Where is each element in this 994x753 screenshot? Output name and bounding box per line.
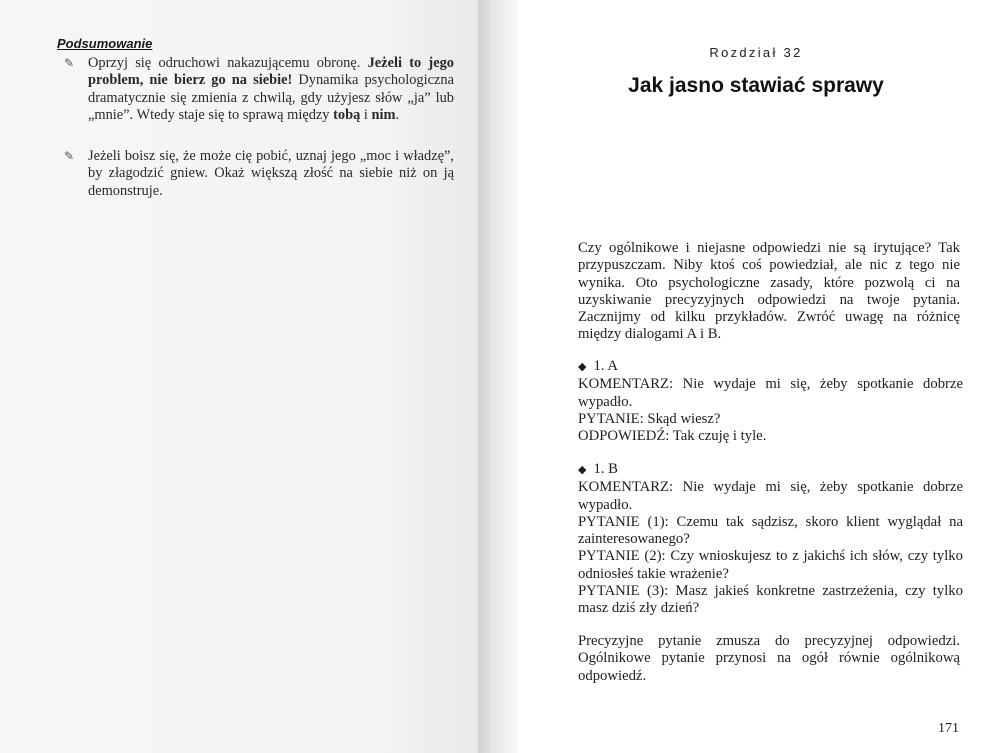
dialog-line: PYTANIE (3): Masz jakieś konkretne zastrzeżenia, czy tylko masz dziś zły dzień?: [578, 583, 963, 617]
summary-bullet: [64, 148, 454, 200]
right-page: [518, 0, 994, 753]
dialog-line: KOMENTARZ: Nie wydaje mi się, żeby spotkanie dobrze wypadło.: [578, 479, 963, 513]
dialog-b: [578, 461, 963, 618]
dialog-line: PYTANIE (2): Czy wnioskujesz to z jakichś ich słów, czy tylko odniosłeś takie wrażenie?: [578, 548, 963, 582]
pencil-icon: ✎: [64, 56, 75, 70]
chapter-title: Jak jasno stawiać sprawy: [628, 74, 884, 97]
dialog-line: ODPOWIEDŹ: Tak czuję i tyle.: [578, 428, 767, 445]
summary-bullet: [64, 55, 454, 124]
left-page: [0, 0, 478, 753]
book-gutter: [478, 0, 518, 753]
pencil-icon: ✎: [64, 149, 75, 163]
dialog-line: PYTANIE: Skąd wiesz?: [578, 410, 721, 427]
diamond-bullet-icon: ◆: [578, 464, 587, 476]
summary-heading: Podsumowanie: [57, 36, 153, 51]
intro-paragraph: Czy ogólnikowe i niejasne odpowiedzi nie są irytujące? Tak przypuszczam. Niby ktoś coś powiedział, ale nic z tego nie wynika. Oto psychologiczne zasady, które pozwolą ci na uzyskiwanie precyzyjnych odpowiedzi na twoje pytania. Zacznijmy od kilku przykładów. Zwróć uwagę na różnicę między dialogami A i B.: [578, 240, 960, 343]
chapter-label: Rozdział 32: [709, 45, 803, 60]
diamond-bullet-icon: ◆: [578, 361, 587, 373]
dialog-line: KOMENTARZ: Nie wydaje mi się, żeby spotkanie dobrze wypadło.: [578, 376, 963, 410]
page-number: 171: [938, 721, 959, 736]
bullet-text: Jeżeli boisz się, że może cię pobić, uznaj jego „moc i władzę”, by złagodzić gniew. Okaż większą złość na siebie niż on ją demonstruje.: [88, 148, 454, 199]
dialog-line: PYTANIE (1): Czemu tak sądzisz, skoro klient wyglądał na zainteresowanego?: [578, 513, 963, 548]
dialog-header: ◆ 1. B: [578, 461, 618, 477]
closing-paragraph: Precyzyjne pytanie zmusza do precyzyjnej odpowiedzi. Ogólnikowe pytanie przynosi na ogół równie ogólnikową odpowiedź.: [578, 633, 960, 684]
dialog-a: [578, 358, 963, 445]
bullet-text: Oprzyj się odruchowi nakazującemu obronę. Jeżeli to jego problem, nie bierz go na siebie! Dynamika psychologiczna dramatycznie się zmienia z chwilą, gdy użyjesz słów „ja” lub „mnie”. Wtedy staje się to sprawą między tobą i nim.: [88, 55, 454, 123]
dialog-header: ◆ 1. A: [578, 358, 618, 374]
